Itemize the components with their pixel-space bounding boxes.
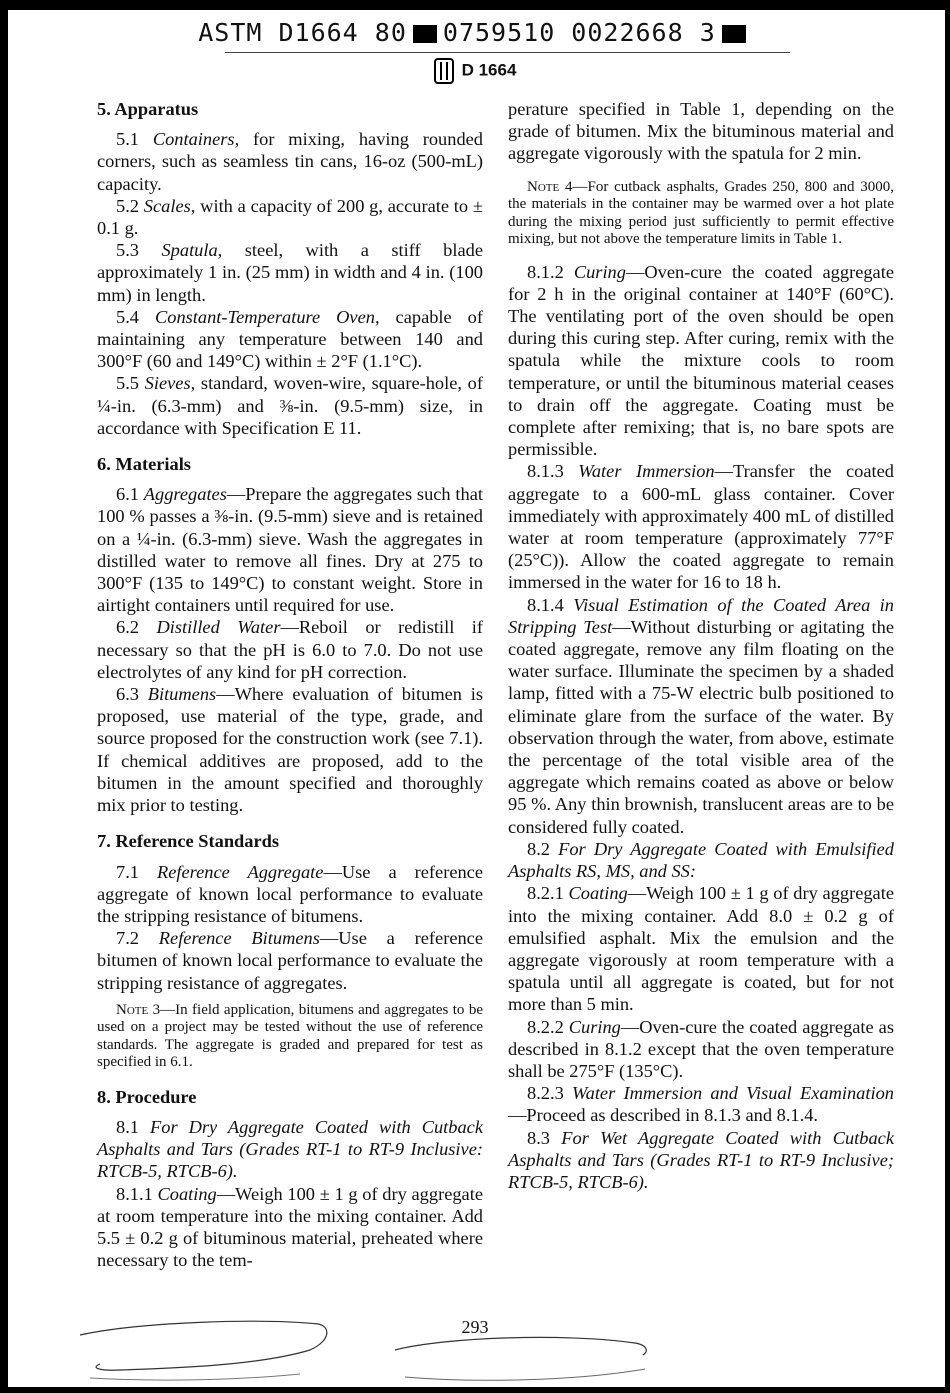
designation	[0, 58, 950, 84]
paragraph: 8.1.2 Curing—Oven-cure the coated aggregate for 2 h in the original container at 140°F (60°C). The ventilating port of the oven should be open during this curing step. After curing, remix with the spatula while the mixture cools to room temperature, or until the bituminous material ceases to drain off the aggregate. Coating must be complete after remixing; that is, no bare spots are permissible.	[508, 261, 894, 460]
header-code-left: ASTM D1664 80	[198, 18, 407, 47]
header-block-mark	[413, 25, 437, 43]
section-title: 6. Materials	[97, 454, 191, 475]
header-code-right: 0759510 0022668 3	[442, 18, 716, 47]
paragraph: 8.1.3 Water Immersion—Transfer the coated aggregate to a 600-mL glass container. Cover immediately with approximately 400 mL of distilled water at room temperature (approximately 77°F (25°C)). Allow the coated aggregate to remain immersed in the water for 16 to 18 h.	[508, 461, 894, 593]
paragraph: 8.1.4 Visual Estimation of the Coated Area in Stripping Test—Without disturbing or agitating the coated aggregate, remove any film floating on the water surface. Illuminate the specimen by a shaded lamp, fitted with a 75-W electric bulb positioned to eliminate glare from the surface of the water. By observation through the water, from above, estimate the percentage of the total visible area of the aggregate which remains coated as above or below 95 %. Any thin brownish, translucent areas are to be considered fully coated.	[508, 594, 894, 837]
paragraph: 8.1 For Dry Aggregate Coated with Cutback Asphalts and Tars (Grades RT-1 to RT-9 Inclusive: RTCB-5, RTCB-6).	[97, 1116, 483, 1182]
paragraph: 8.2 For Dry Aggregate Coated with Emulsified Asphalts RS, MS, and SS:	[508, 838, 894, 882]
page-number: 293	[461, 1317, 489, 1337]
section-title: 5. Apparatus	[97, 99, 199, 119]
paragraph: perature specified in Table 1, depending on the grade of bitumen. Mix the bituminous material and aggregate vigorously with the spatula for 2 min.	[508, 99, 894, 164]
paragraph: 5.5 Sieves, standard, woven-wire, square-hole, of ¼-in. (6.3-mm) and ⅜-in. (9.5-mm) size, in accordance with Specification E 11.	[97, 373, 483, 438]
designation-text: D 1664	[461, 60, 517, 80]
paragraph: 8.1.1 Coating—Weigh 100 ± 1 g of dry aggregate at room temperature into the mixing container. Add 5.5 ± 0.2 g of bituminous material, preheated where necessary to the tem-	[97, 1183, 483, 1271]
section-title: 7. Reference Standards	[97, 831, 280, 852]
note: Note 4—For cutback asphalts, Grades 250, 800 and 3000, the materials in the container may be warmed over a hot plate during the mixing period just sufficiently to permit effective mixing, but not above the temperature limits in Table 1.	[508, 178, 894, 248]
page-header-code	[0, 18, 950, 47]
paragraph: 8.2.1 Coating—Weigh 100 ± 1 g of dry aggregate into the mixing container. Add 8.0 ± 0.2 g of emulsified asphalt. Mix the emulsion and the aggregate vigorously at room temperature with a spatula until all aggregate is coated, but for not more than 5 min.	[508, 883, 894, 1015]
note: Note 3—In field application, bitumens and aggregates to be used on a project may be tested without the use of reference standards. The aggregate is graded and prepared for test as specified in 6.1.	[97, 1001, 483, 1071]
paragraph: 7.1 Reference Aggregate—Use a reference aggregate of known local performance to evaluate the stripping resistance of bitumens.	[97, 861, 483, 926]
header-rule	[225, 52, 790, 53]
paragraph: 5.2 Scales, with a capacity of 200 g, accurate to ± 0.1 g.	[97, 195, 483, 239]
paragraph: 8.3 For Wet Aggregate Coated with Cutback Asphalts and Tars (Grades RT-1 to RT-9 Inclusive; RTCB-5, RTCB-6).	[508, 1127, 894, 1192]
pen-stroke-left	[60, 1310, 340, 1390]
paragraph: 5.3 Spatula, steel, with a stiff blade approximately 1 in. (25 mm) in width and 4 in. (100 mm) in length.	[97, 240, 483, 305]
paragraph: 5.4 Constant-Temperature Oven, capable of maintaining any temperature between 140 and 300°F (60 and 149°C) within ± 2°F (1.1°C).	[97, 306, 484, 372]
left-column	[97, 98, 483, 1271]
header-block-mark	[722, 25, 746, 43]
left-border	[0, 0, 8, 1393]
astm-logo-icon	[434, 58, 454, 84]
right-column	[508, 98, 894, 1193]
section-title: 8. Procedure	[97, 1086, 197, 1107]
paragraph: 6.1 Aggregates—Prepare the aggregates such that 100 % passes a ⅜-in. (9.5-mm) sieve and is retained on a ¼-in. (6.3-mm) sieve. Wash the aggregates in distilled water to remove all fines. Dry at 275 to 300°F (135 to 149°C) to constant weight. Store in airtight containers until required for use.	[97, 484, 484, 616]
paragraph: 5.1 Containers, for mixing, having rounded corners, such as seamless tin cans, 16-oz (500-mL) capacity.	[97, 129, 483, 194]
pen-stroke-right	[385, 1325, 675, 1385]
paragraph: 6.2 Distilled Water—Reboil or redistill if necessary so that the pH is 6.0 to 7.0. Do not use electrolytes of any kind for pH correction.	[97, 617, 483, 682]
paragraph: 7.2 Reference Bitumens—Use a reference bitumen of known local performance to evaluate the stripping resistance of aggregates.	[97, 928, 484, 993]
paragraph: 6.3 Bitumens—Where evaluation of bitumen is proposed, use material of the type, grade, and source proposed for the construction work (see 7.1). If chemical additives are proposed, add to the bitumen in the amount specified and thoroughly mix prior to testing.	[97, 684, 483, 816]
paragraph: 8.2.3 Water Immersion and Visual Examination—Proceed as described in 8.1.3 and 8.1.4.	[508, 1083, 894, 1126]
right-border	[945, 0, 950, 1393]
paragraph: 8.2.2 Curing—Oven-cure the coated aggregate as described in 8.1.2 except that the oven temperature shall be 275°F (135°C).	[508, 1016, 894, 1081]
top-border	[0, 0, 950, 10]
